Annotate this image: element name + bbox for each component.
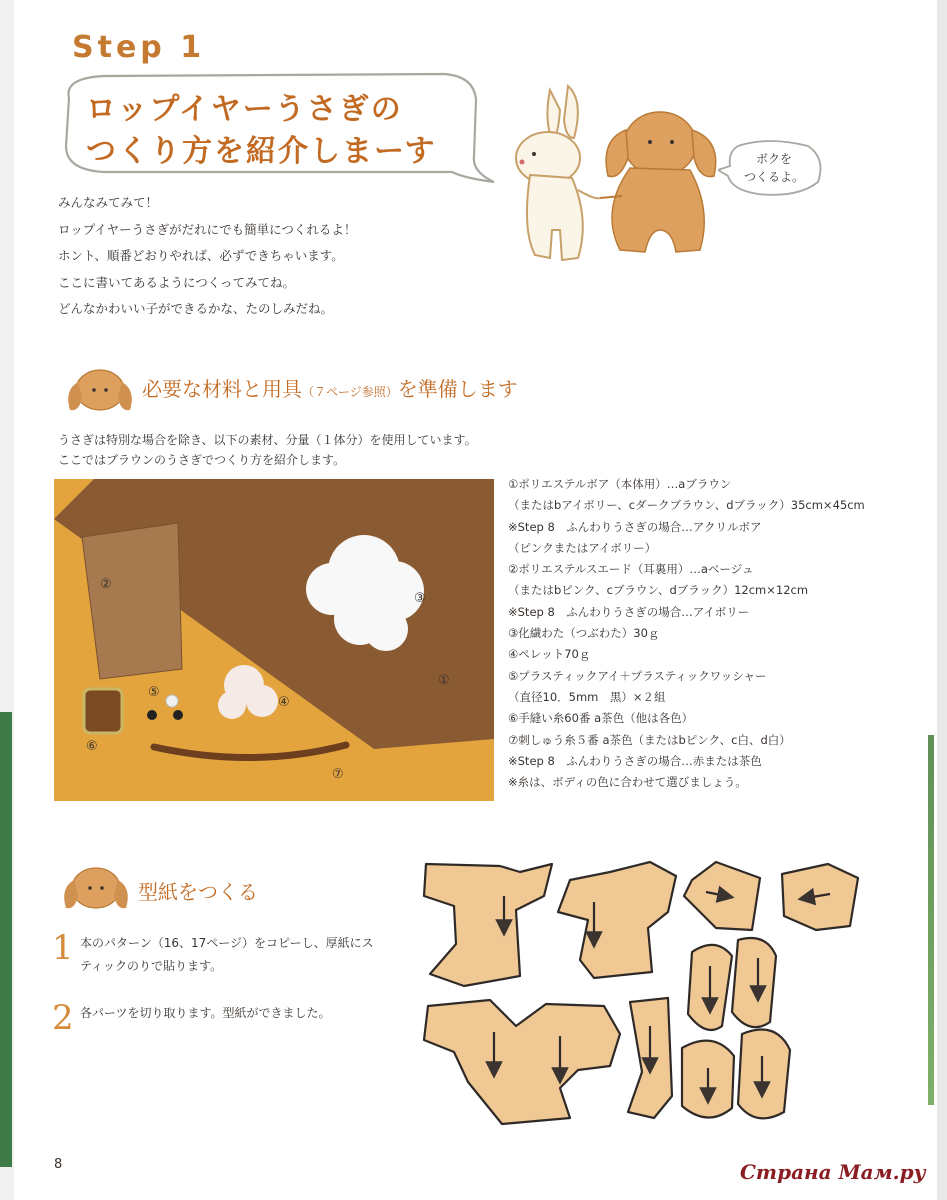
intro-line: ロップイヤーうさぎがだれにでも簡単につくれるよ！: [58, 221, 357, 237]
photo-label-4: ④: [278, 695, 290, 710]
materials-list: [508, 474, 865, 793]
pattern-pieces: [420, 856, 870, 1126]
intro-text: [58, 190, 356, 323]
speech-bubble-text: ボクを つくるよ。: [743, 152, 804, 184]
photo-label-6: ⑥: [86, 739, 98, 754]
materials-list-item: （またはbピンク、cブラウン、dブラック）12cm×12cm: [508, 583, 809, 598]
page-number: 8: [54, 1157, 63, 1172]
materials-photo: [54, 479, 494, 801]
photo-label-1: ①: [438, 673, 450, 688]
photo-label-5: ⑤: [148, 685, 160, 700]
intro-line: ホント、順番どおりやれば、必ずできちゃいます。: [58, 248, 344, 263]
materials-list-item: ②ポリエステルスエード（耳裏用）…aベージュ: [508, 562, 754, 577]
headline-line-2: つくり方を紹介しまーす: [86, 134, 437, 169]
step-label: Step 1: [72, 30, 206, 65]
materials-list-item: ※Step 8 ふんわりうさぎの場合…赤または茶色: [508, 753, 762, 768]
materials-list-item: ⑥手縫い糸60番 a茶色（他は各色）: [508, 711, 694, 726]
page-edge-strip: [928, 735, 934, 1105]
materials-list-item: ※Step 8 ふんわりうさぎの場合…アクリルボア: [508, 519, 762, 534]
step-text-1: 本のパターン（16、17ページ）をコピーし、厚紙にス ティックのりで貼ります。: [80, 936, 374, 973]
materials-photo-art: [54, 479, 494, 801]
thread-spool: [84, 689, 122, 733]
white-rabbit-icon: [516, 86, 600, 260]
intro-line: どんなかわいい子ができるかな、たのしみだね。: [58, 301, 334, 316]
rabbits-illustration: [500, 80, 730, 290]
materials-list-item: ※糸は、ボディの色に合わせて選びましょう。: [508, 775, 747, 790]
step-number-1: 1: [52, 928, 74, 968]
materials-list-item: ⑤プラスティックアイ＋プラスティックワッシャー: [508, 668, 767, 683]
pattern-heading: 型紙をつくる: [138, 880, 258, 904]
step-text-2: 各パーツを切り取ります。型紙ができました。: [80, 1006, 331, 1020]
materials-list-item: ①ポリエステルボア（本体用）…aブラウン: [508, 477, 732, 491]
brown-lop-rabbit-icon: [606, 112, 716, 252]
photo-label-2: ②: [100, 577, 112, 592]
watermark-logo: Страна Мам.ру: [740, 1160, 926, 1184]
pattern-piece: [424, 864, 552, 986]
bunny-head-icon: [64, 360, 134, 420]
pattern-piece: [558, 862, 676, 978]
materials-list-item: （直径10．5mm 黒）×２組: [508, 689, 666, 704]
intro-line: ここに書いてあるようにつくってみてね。: [58, 274, 296, 290]
headline-line-1: ロップイヤーうさぎの: [86, 92, 403, 127]
materials-list-item: ⑦刺しゅう糸５番 a茶色（またはbピンク、c白、d白）: [508, 732, 791, 747]
materials-list-item: ③化繊わた（つぶわた）30ｇ: [508, 626, 660, 641]
materials-list-item: （ピンクまたはアイボリー）: [508, 540, 657, 555]
materials-description: うさぎは特別な場合を除き、以下の素材、分量（１体分）を使用しています。 ここではブラウンのうさぎでつくり方を紹介します。: [58, 433, 477, 467]
step-number-2: 2: [52, 998, 74, 1038]
materials-list-item: （またはbアイボリー、cダークブラウン、dブラック）35cm×45cm: [508, 498, 865, 513]
materials-list-item: ※Step 8 ふんわりうさぎの場合…アイボリー: [508, 604, 750, 619]
photo-label-7: ⑦: [332, 767, 344, 782]
materials-heading: 必要な材料と用具（７ページ参照）を準備します: [142, 377, 518, 401]
intro-line: みんなみてみて！: [58, 195, 159, 210]
pattern-piece: [782, 864, 858, 930]
pattern-piece: [738, 1030, 790, 1119]
pattern-piece: [732, 938, 776, 1027]
bunny-head-icon: [60, 858, 130, 918]
pattern-piece: [424, 1000, 620, 1124]
photo-label-3: ③: [414, 591, 426, 606]
materials-list-item: ④ペレット70ｇ: [508, 647, 591, 662]
